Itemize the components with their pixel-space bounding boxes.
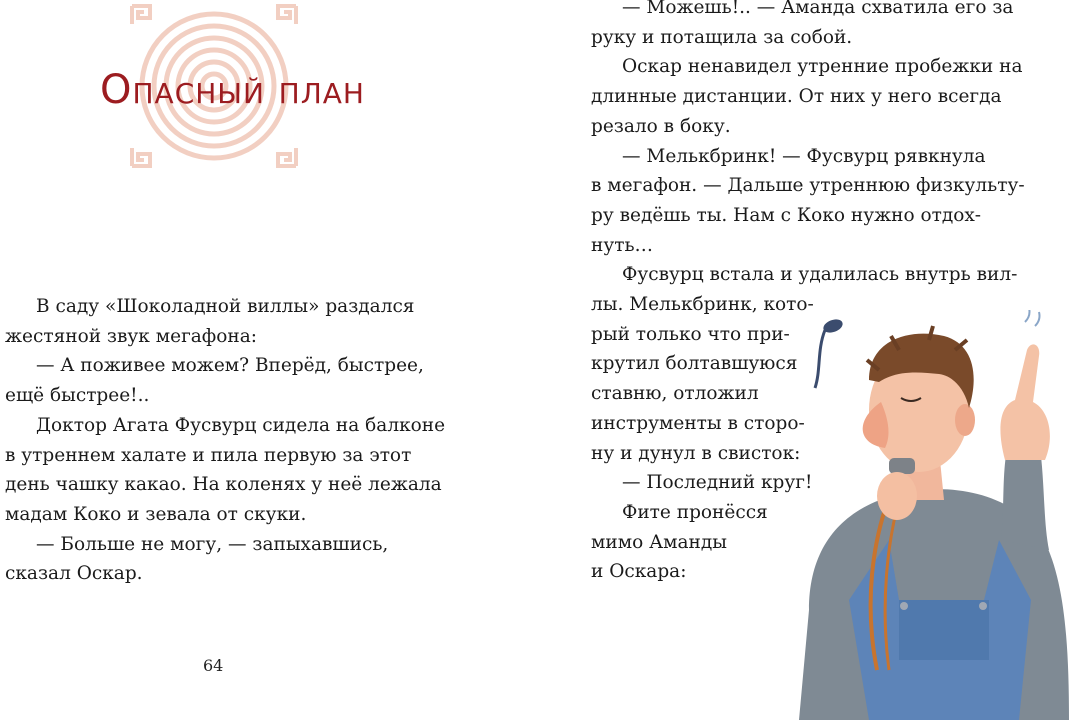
text-line: Фите пронёсся — [622, 501, 768, 523]
text-line: — А поживее можем? Вперёд, быстрее, — [36, 355, 424, 377]
man-blowing-whistle-illustration — [769, 310, 1083, 720]
text-line: крутил болтавшуюся — [591, 353, 798, 375]
text-line: длинные дистанции. От них у него всегда — [591, 86, 1002, 108]
text-line: руку и потащила за собой. — [591, 26, 853, 48]
page-number: 64 — [203, 656, 224, 675]
text-line: инструменты в сторо- — [591, 412, 805, 434]
right-page — [541, 0, 1083, 720]
text-line: лы. Мелькбринк, кото- — [591, 294, 814, 316]
left-body-text — [5, 292, 445, 589]
text-line: мимо Аманды — [591, 531, 728, 553]
chapter-title: Опасный план — [100, 67, 365, 113]
text-line: мадам Коко и зевала от скуки. — [5, 503, 307, 525]
text-line: сказал Оскар. — [5, 563, 143, 585]
text-line: рый только что при- — [591, 323, 790, 345]
text-line: Доктор Агата Фусвурц сидела на балконе — [36, 414, 446, 436]
text-line: — Мелькбринк! — Фусвурц рявкнула — [622, 145, 986, 167]
text-line: ру ведёшь ты. Нам с Коко нужно отдох- — [591, 204, 982, 226]
text-line: ещё быстрее!.. — [5, 385, 150, 407]
text-line: ну и дунул в свисток: — [591, 442, 801, 464]
music-note-icon — [815, 317, 844, 388]
text-line: нуть… — [591, 234, 654, 256]
text-line: в утреннем халате и пила первую за этот — [5, 444, 412, 466]
text-line: в мегафон. — Дальше утреннюю физкульту- — [591, 175, 1025, 197]
text-line: Оскар ненавидел утренние пробежки на — [622, 56, 1023, 78]
text-line: В саду «Шоколадной виллы» раздался — [36, 296, 415, 317]
text-line: — Последний круг! — [622, 472, 813, 494]
text-line: — Больше не могу, — запыхавшись, — [36, 533, 389, 555]
text-line: день чашку какао. На коленях у неё лежала — [5, 474, 442, 496]
text-line: и Оскара: — [591, 561, 687, 583]
left-page — [0, 0, 541, 720]
text-line: Фусвурц встала и удалилась внутрь вил- — [622, 264, 1018, 286]
whistle-icon — [889, 458, 915, 474]
text-line: жестяной звук мегафона: — [5, 325, 258, 347]
text-line: — Можешь!.. — Аманда схватила его за — [622, 0, 1014, 18]
text-line: резало в боку. — [591, 115, 731, 137]
text-line: ставню, отложил — [591, 383, 759, 405]
